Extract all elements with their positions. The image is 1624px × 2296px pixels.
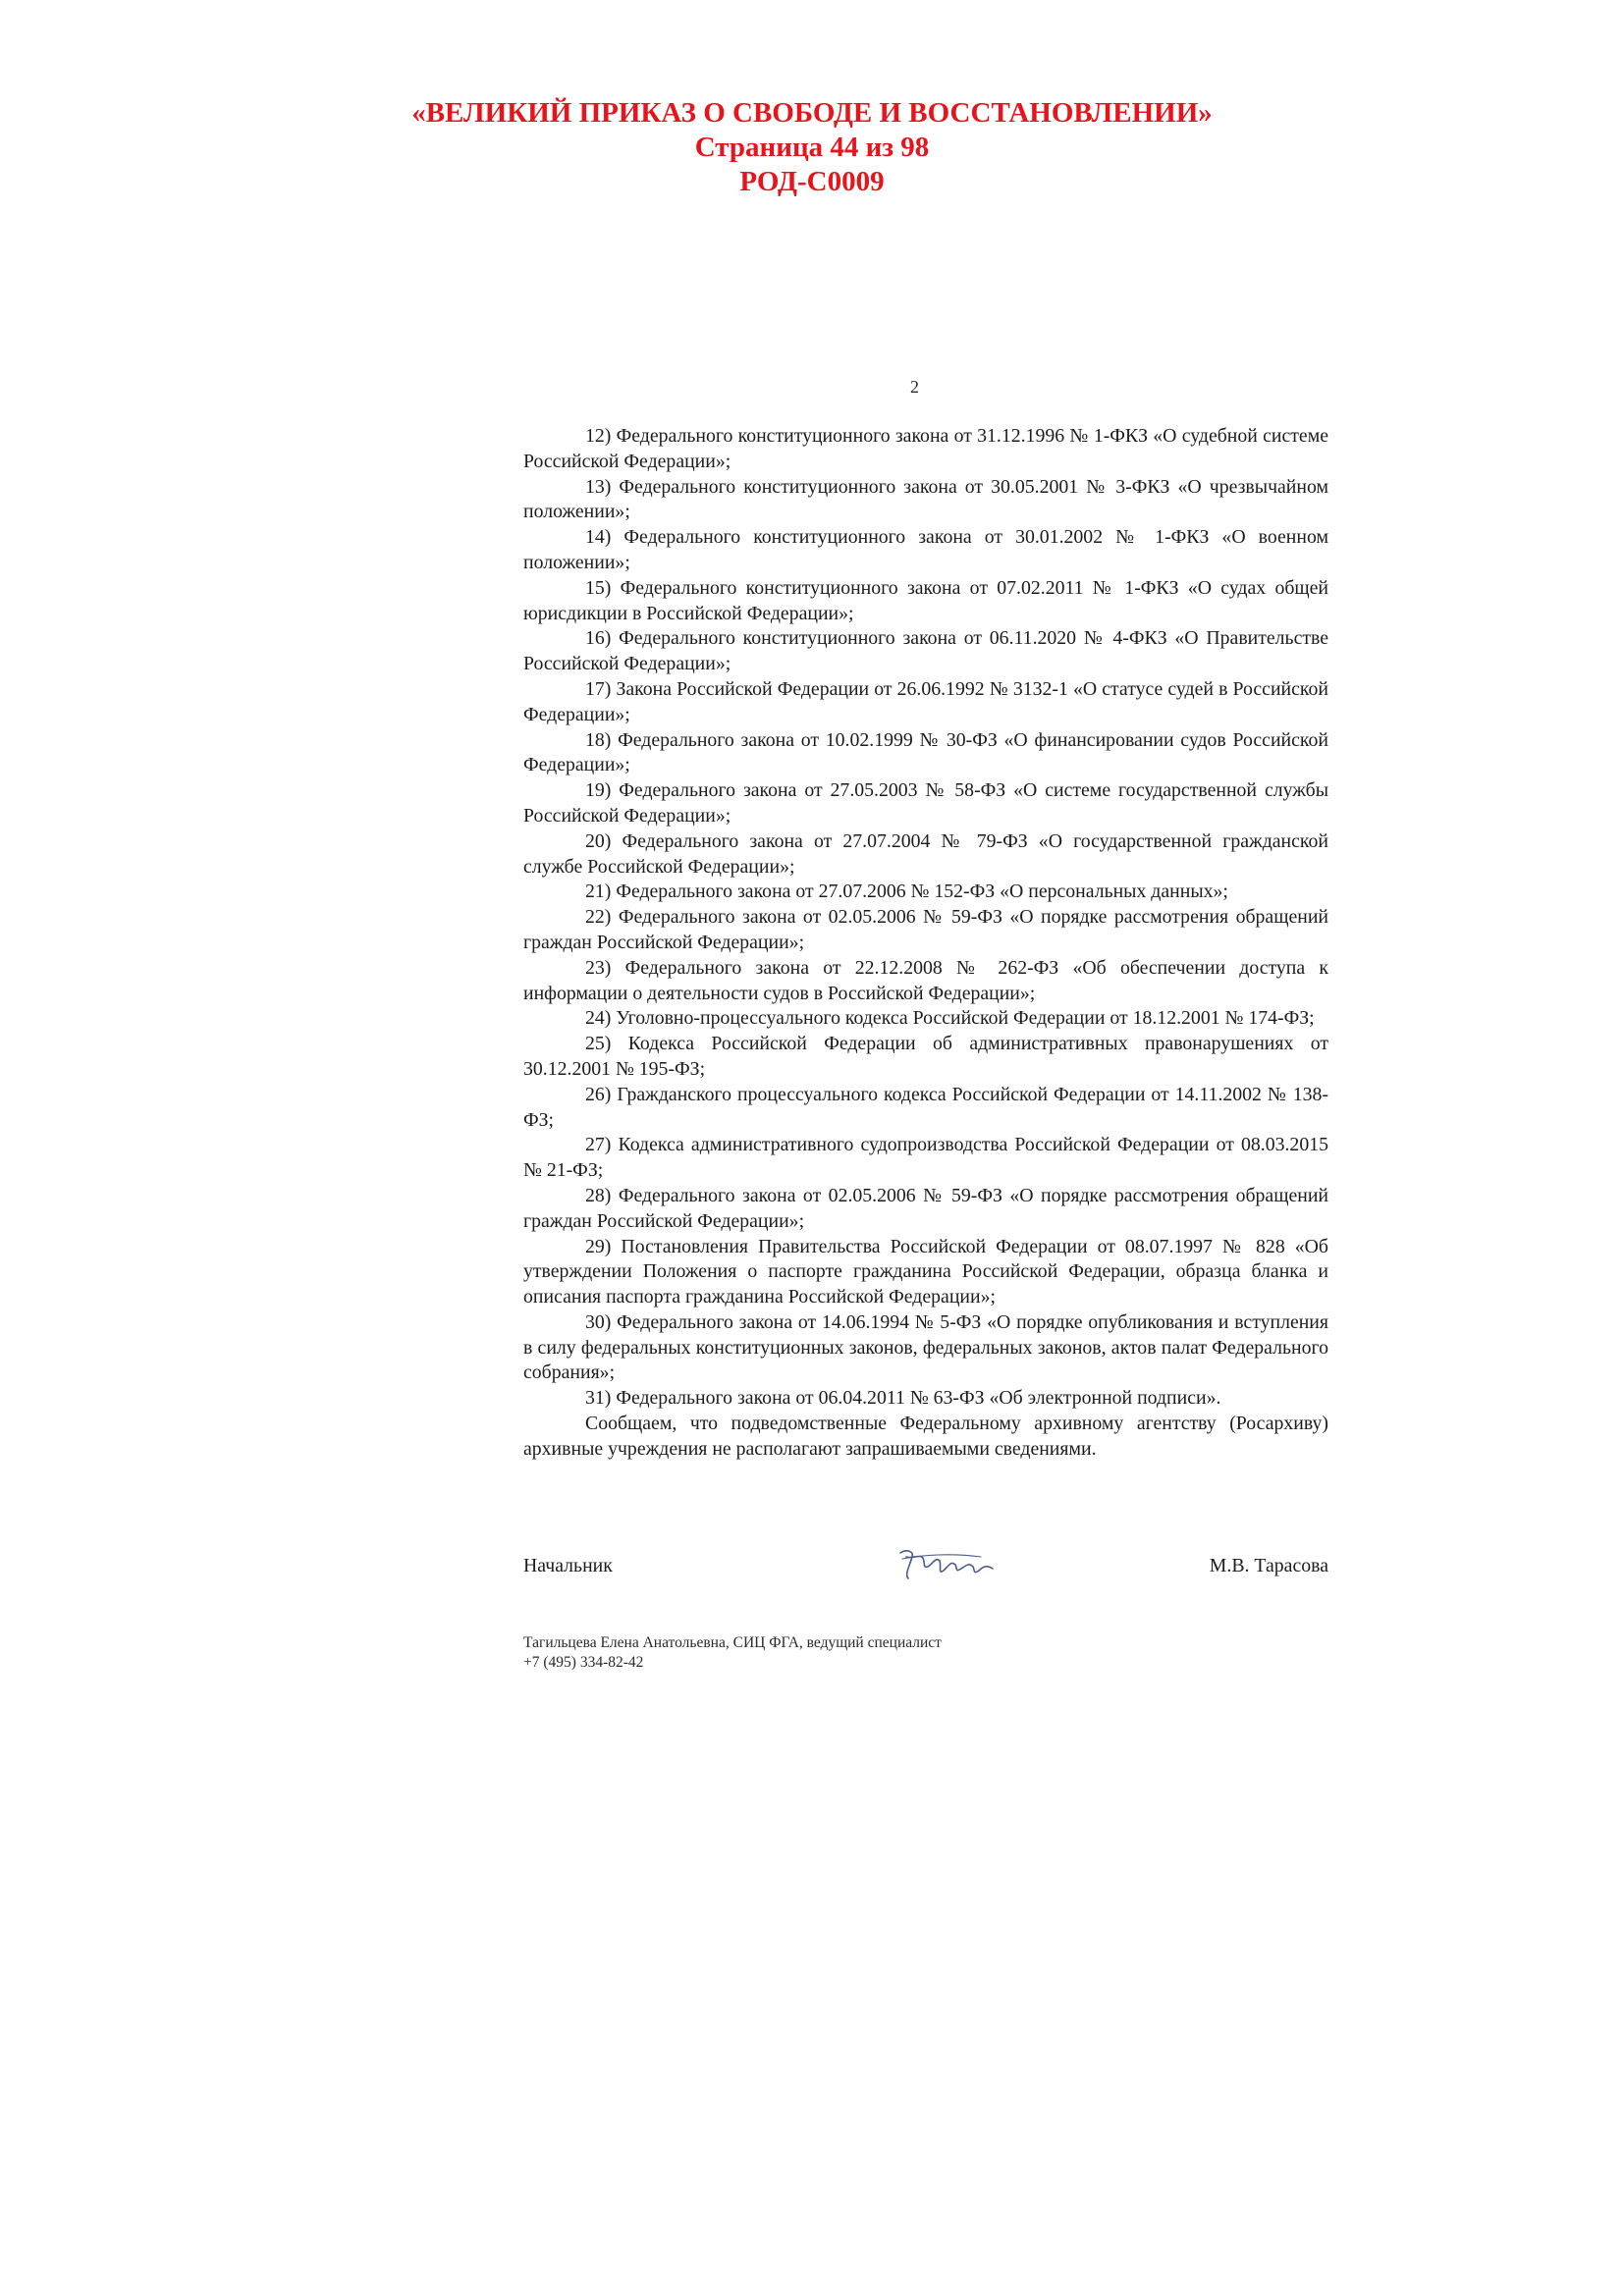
handwritten-signature [893,1535,1010,1594]
page-number: 2 [910,377,919,397]
signature-block [523,1555,1328,1594]
list-item-17: 17) Закона Российской Федерации от 26.06.1992 № 3132-1 «О статусе судей в Российской Федерации»; [523,677,1328,725]
list-item-21: 21) Федерального закона от 27.07.2006 № 152-ФЗ «О персональных данных»; [585,881,1228,903]
list-item-18: 18) Федерального закона от 10.02.1999 № 30-ФЗ «О финансировании судов Российской Федерации»; [523,728,1328,776]
header-page-label: Страница 44 из 98 [694,132,930,163]
signer-name: М.В. Тарасова [1209,1555,1328,1576]
list-item-19: 19) Федерального закона от 27.05.2003 № 58-ФЗ «О системе государственной службы Российской Федерации»; [523,779,1328,827]
list-item-28: 28) Федерального закона от 02.05.2006 № 59-ФЗ «О порядке рассмотрения обращений граждан Российской Федерации»; [523,1184,1328,1232]
document-header [0,96,1624,199]
list-item-16: 16) Федерального конституционного закона от 06.11.2020 № 4-ФКЗ «О Правительстве Российской Федерации»; [523,627,1328,675]
executor-contact [523,1633,942,1673]
list-item-27: 27) Кодекса административного судопроизводства Российской Федерации от 08.03.2015 № 21-ФЗ; [523,1134,1328,1182]
executor-phone: +7 (495) 334-82-42 [523,1654,644,1671]
list-item-13: 13) Федерального конституционного закона от 30.05.2001 № 3-ФКЗ «О чрезвычайном положении»; [523,475,1328,523]
list-item-31: 31) Федерального закона от 06.04.2011 № 63-ФЗ «Об электронной подписи». [585,1387,1221,1410]
list-item-26: 26) Гражданского процессуального кодекса Российской Федерации от 14.11.2002 № 138-ФЗ; [523,1083,1328,1131]
list-item-29: 29) Постановления Правительства Российской Федерации от 08.07.1997 № 828 «Об утверждении Положения о паспорте гражданина Российской Федерации, образца бланка и описания паспорта гражданина Российской Федерации»; [523,1235,1328,1308]
list-item-22: 22) Федерального закона от 02.05.2006 № 59-ФЗ «О порядке рассмотрения обращений граждан Российской Федерации»; [523,906,1328,953]
list-item-14: 14) Федерального конституционного закона от 30.01.2002 № 1-ФКЗ «О военном положении»; [523,526,1328,573]
header-code: РОД-С0009 [739,166,885,197]
list-item-23: 23) Федерального закона от 22.12.2008 № 262-ФЗ «Об обеспечении доступа к информации о деятельности судов в Российской Федерации»; [523,956,1328,1004]
list-item-20: 20) Федерального закона от 27.07.2004 № 79-ФЗ «О государственной гражданской службе Российской Федерации»; [523,829,1328,878]
letter-body [523,424,1328,1463]
list-item-25: 25) Кодекса Российской Федерации об административных правонарушениях от 30.12.2001 № 195-ФЗ; [523,1033,1328,1080]
list-item-12: 12) Федерального конституционного закона от 31.12.1996 № 1-ФКЗ «О судебной системе Российской Федерации»; [523,425,1328,472]
list-item-24: 24) Уголовно-процессуального кодекса Российской Федерации от 18.12.2001 № 174-ФЗ; [585,1007,1315,1030]
list-item-15: 15) Федерального конституционного закона от 07.02.2011 № 1-ФКЗ «О судах общей юрисдикции в Российской Федерации»; [523,576,1328,624]
signer-title: Начальник [523,1555,613,1576]
closing-statement: Сообщаем, что подведомственные Федеральному архивному агентству (Росархиву) архивные учреждения не располагают запрашиваемыми сведениями. [523,1413,1328,1460]
list-item-30: 30) Федерального закона от 14.06.1994 № 5-ФЗ «О порядке опубликования и вступления в силу федеральных конституционных законов, федеральных законов, актов палат Федерального собрания»; [523,1310,1328,1384]
header-title: «ВЕЛИКИЙ ПРИКАЗ О СВОБОДЕ И ВОССТАНОВЛЕНИИ» [411,97,1213,129]
executor-name: Тагильцева Елена Анатольевна, СИЦ ФГА, ведущий специалист [523,1634,942,1651]
